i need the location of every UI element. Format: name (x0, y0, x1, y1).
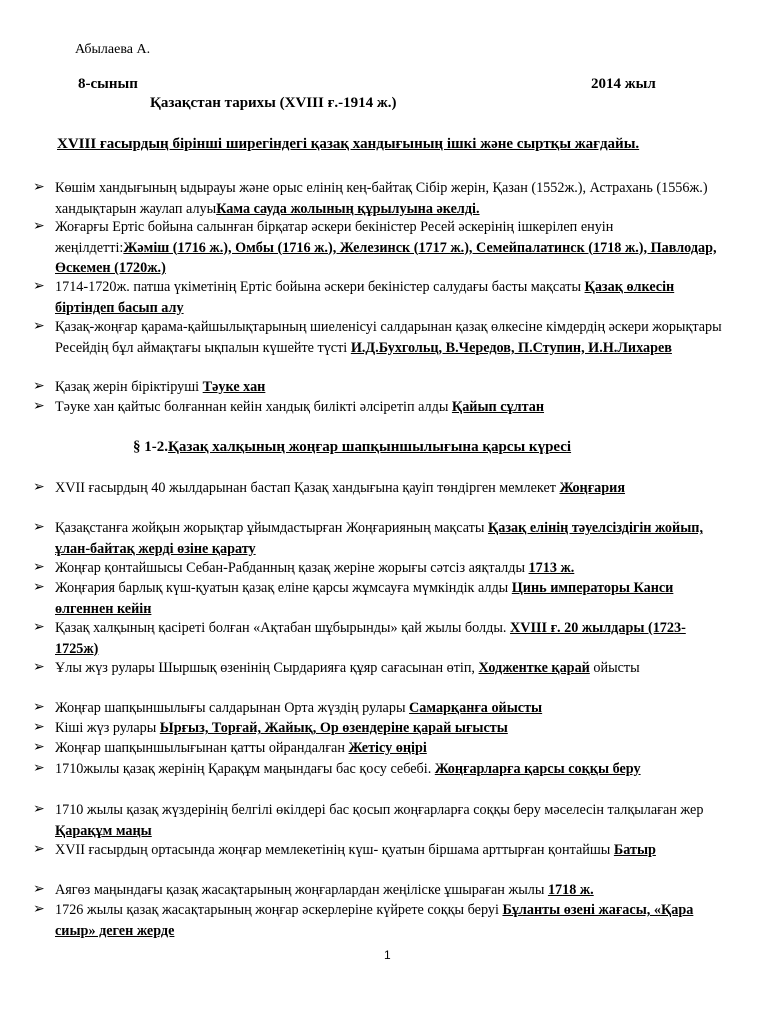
answer-text: Тәуке хан (202, 379, 266, 395)
answer-text: Цинь императоры Канси өлгеннен кейін (55, 580, 674, 617)
arrow-bullet-icon: ➢ (33, 882, 45, 897)
year-label: 2014 жыл (591, 76, 656, 92)
answer-text: Қазақ елінің тәуелсіздігін жойып, ұлан-байтақ жерді өзіне қарату (55, 520, 703, 557)
answer-text: И.Д.Бухгольц, В.Чередов, П.Ступин, И.Н.Лихарев (350, 339, 672, 356)
list-item (33, 317, 723, 358)
question-text: Кіші жүз рулары (55, 720, 157, 736)
list-item (33, 558, 723, 579)
list-item (33, 900, 723, 941)
list-item (33, 397, 723, 418)
question-text: Аягөз маңындағы қазақ жасақтарының жоңғарлардан жеңіліске ұшыраған жылы (55, 882, 545, 898)
section1-heading: XVIII ғасырдың бірінші ширегіндегі қазақ хандығының ішкі және сыртқы жағдайы. (57, 136, 640, 152)
answer-text: 1713 ж. (528, 560, 575, 576)
answer-text: Ходжентке қарай (478, 660, 590, 676)
question-text: 1710жылы қазақ жерінің Қарақұм маңындағы бас қосу себебі. (55, 761, 432, 777)
question-text: Жоғарғы Ертіс бойына салынған бірқатар әскери бекіністер Ресей әскерінің ішкерілеп енуін жеңілдетті: (55, 219, 614, 256)
answer-text: Жоңғария (559, 480, 626, 496)
question-text: Ұлы жүз рулары Шыршық өзенінің Сырдарияға құяр сағасынан өтіп, (55, 660, 475, 676)
arrow-bullet-icon: ➢ (33, 520, 45, 535)
question-text: XVII ғасырдың 40 жылдарынан бастап Қазақ хандығына қауіп төндірген мемлекет (55, 480, 556, 496)
list-item (33, 840, 723, 861)
list-item (33, 718, 723, 739)
list-item (33, 518, 723, 559)
list-item (33, 277, 723, 318)
question-text: Жоңғар шапқыншылығы салдарынан Орта жүздің рулары (55, 700, 406, 716)
answer-text: Қазақ өлкесін біртіндеп басып алу (55, 279, 675, 316)
list-item (33, 217, 723, 279)
question-text: 1710 жылы қазақ жүздерінің белгілі өкілдері бас қосып жоңғарларға соққы беру мәселесін талқылаған жер (55, 802, 704, 818)
list-item (33, 738, 723, 759)
arrow-bullet-icon: ➢ (33, 740, 45, 755)
section2-title: Қазақ халқының жоңғар шапқыншылығына қарсы күресі (168, 439, 572, 455)
arrow-bullet-icon: ➢ (33, 560, 45, 575)
answer-text: Самарқанға ойысты (409, 700, 543, 716)
answer-text: Кама сауда жолының құрылуына әкелді. (216, 200, 480, 217)
answer-text: Қарақұм маңы (55, 822, 152, 839)
question-text: 1726 жылы қазақ жасақтарының жоңғар әскерлеріне күйрете соққы беруі (55, 902, 499, 918)
arrow-bullet-icon: ➢ (33, 319, 45, 334)
question-text: Қазақ халқының қасіреті болған «Ақтабан шұбырынды» қай жылы болды. (55, 620, 507, 636)
question-text: Тәуке хан қайтыс болғаннан кейін хандық билікті әлсіретіп алды (55, 399, 449, 415)
answer-text: Ырғыз, Торғай, Жайық, Ор өзендеріне қарай ығысты (159, 720, 508, 736)
course-title: Қазақстан тарихы (XVIII ғ.-1914 ж.) (150, 95, 397, 111)
arrow-bullet-icon: ➢ (33, 720, 45, 735)
question-text: Жоңғария барлық күш-қуатын қазақ еліне қарсы жұмсауға мүмкіндік алды (55, 580, 509, 596)
grade-label: 8-сынып (78, 76, 138, 92)
arrow-bullet-icon: ➢ (33, 379, 45, 394)
question-text: Жоңғар шапқыншылығынан қатты ойрандалған (55, 740, 345, 756)
section2-heading (133, 439, 571, 456)
question-text: Жоңғар қонтайшысы Себан-Рабданның қазақ жеріне жорығы сәтсіз аяқталды (55, 560, 525, 576)
list-item (33, 178, 723, 219)
page-number: 1 (384, 948, 391, 962)
arrow-bullet-icon: ➢ (33, 620, 45, 635)
list-item (33, 800, 723, 841)
answer-text: Батыр (613, 842, 656, 858)
question-text: 1714-1720ж. патша үкіметінің Ертіс бойына әскери бекіністер салудағы басты мақсаты (55, 279, 581, 295)
author-name: Абылаева А. (75, 42, 151, 57)
list-item (33, 618, 723, 659)
arrow-bullet-icon: ➢ (33, 761, 45, 776)
answer-text: Бұланты өзені жағасы, «Қара сиыр» деген жерде (55, 902, 694, 939)
answer-text: Жоңғарларға қарсы соққы беру (434, 761, 641, 777)
arrow-bullet-icon: ➢ (33, 660, 45, 675)
list-item (33, 658, 723, 679)
list-item (33, 759, 723, 780)
question-text: Қазақ жерін біріктіруші (55, 379, 200, 395)
question-text: Көшім хандығының ыдырауы және орыс елінің кең-байтақ Сібір жерін, Қазан (1552ж.), Астрахань (1556ж.) хандықтарын жаулап алуы (55, 180, 708, 217)
answer-text: Қайып сұлтан (451, 399, 545, 415)
tail-text: ойысты (589, 660, 640, 676)
answer-text: Жетісу өңірі (348, 740, 427, 756)
arrow-bullet-icon: ➢ (33, 279, 45, 294)
list-item (33, 478, 723, 499)
answer-text: Жәміш (1716 ж.), Омбы (1716 ж.), Железинск (1717 ж.), Семейпалатинск (1718 ж.), Павлодар, Өскемен (1720ж.) (55, 239, 717, 276)
arrow-bullet-icon: ➢ (33, 219, 45, 234)
arrow-bullet-icon: ➢ (33, 580, 45, 595)
arrow-bullet-icon: ➢ (33, 700, 45, 715)
question-text: Қазақстанға жойқын жорықтар ұйымдастырған Жоңғарияның мақсаты (55, 520, 485, 536)
arrow-bullet-icon: ➢ (33, 902, 45, 917)
list-item (33, 578, 723, 619)
answer-text: 1718 ж. (547, 882, 594, 898)
answer-text: XVIII ғ. 20 жылдары (1723-1725ж) (55, 620, 686, 657)
question-text: Қазақ-жоңғар қарама-қайшылықтарының шиеленісуі салдарынан қазақ өлкесіне кімдердің әскери жорықтары Ресейдің бұл аймақтағы ықпалын күшейте түсті (55, 319, 722, 356)
section-number: § 1-2. (133, 439, 168, 455)
arrow-bullet-icon: ➢ (33, 842, 45, 857)
arrow-bullet-icon: ➢ (33, 399, 45, 414)
arrow-bullet-icon: ➢ (33, 480, 45, 495)
question-text: XVII ғасырдың ортасында жоңғар мемлекетінің күш- қуатын біршама арттырған қонтайшы (55, 842, 611, 858)
list-item (33, 377, 723, 398)
arrow-bullet-icon: ➢ (33, 180, 45, 195)
list-item (33, 880, 723, 901)
arrow-bullet-icon: ➢ (33, 802, 45, 817)
list-item (33, 698, 723, 719)
